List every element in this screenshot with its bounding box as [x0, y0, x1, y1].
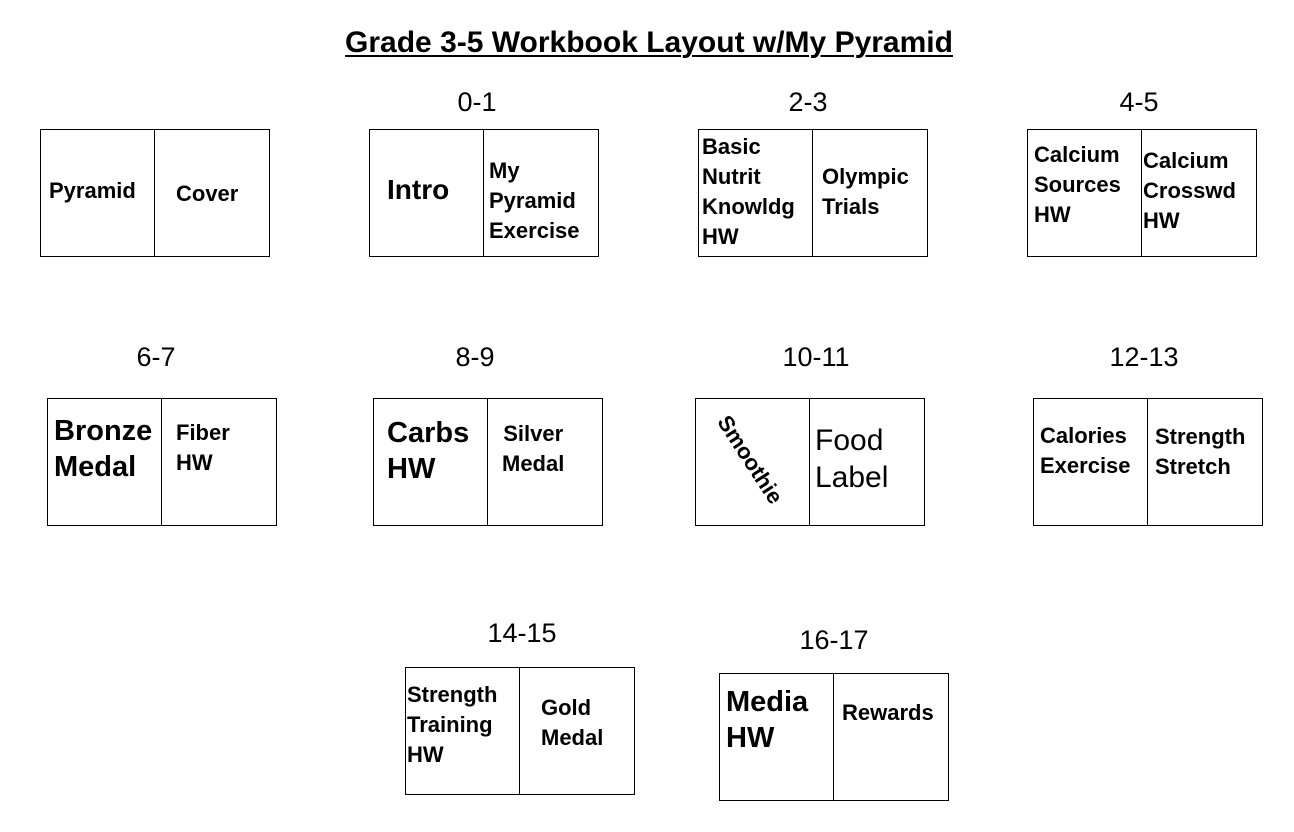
page-right-text: Cover [176, 181, 239, 206]
page-title: Grade 3-5 Workbook Layout w/My Pyramid [345, 26, 953, 59]
spread-label: 0-1 [457, 87, 497, 117]
page-left [374, 399, 488, 525]
page-left-text: Basic Nutrit Knowldg HW [702, 134, 795, 249]
spread-4-5 [1027, 129, 1257, 257]
spread-label: 4-5 [1119, 87, 1159, 117]
spread-label: 12-13 [1109, 342, 1179, 372]
spread-6-7 [47, 398, 277, 526]
page-right-text: Food Label [815, 424, 889, 494]
spread-cover [40, 129, 270, 257]
spread-16-17 [719, 673, 949, 801]
page-left-text: Carbs HW [387, 417, 470, 486]
page-left-text: Calories Exercise [1040, 423, 1131, 478]
page-left-text: Media HW [726, 686, 809, 755]
page-left [1028, 130, 1142, 256]
spread-label: 6-7 [136, 342, 176, 372]
spread-label: 8-9 [455, 342, 495, 372]
page-right-text: Calcium Crosswd HW [1143, 148, 1236, 233]
page-left [406, 668, 520, 794]
page-left-text: Strength Training HW [407, 682, 498, 767]
page-left [720, 674, 834, 800]
page-right [162, 399, 276, 525]
page-right-text: Silver Medal [502, 421, 565, 476]
page-right [488, 399, 602, 525]
page-left-text: Intro [387, 174, 450, 205]
spread-8-9 [373, 398, 603, 526]
page-left [370, 130, 484, 256]
spread-label: 10-11 [782, 342, 850, 372]
page-left-text: Bronze Medal [54, 415, 153, 484]
spread-14-15 [405, 667, 635, 795]
page-right-text: Strength Stretch [1155, 424, 1246, 479]
page-right-text: Olympic Trials [822, 164, 909, 219]
page-left-text: Smoothie [712, 410, 789, 509]
page-right [810, 399, 924, 525]
page-left [1034, 399, 1148, 525]
page-right [520, 668, 634, 794]
spread-0-1 [369, 129, 599, 257]
page-left [699, 130, 813, 256]
page-right-text: Rewards [842, 700, 934, 725]
page-right [813, 130, 927, 256]
page-right-text: Fiber HW [176, 420, 230, 475]
page-left-text: Pyramid [49, 178, 136, 203]
page-right [1148, 399, 1262, 525]
page-right-text: Gold Medal [541, 695, 604, 750]
spread-12-13 [1033, 398, 1263, 526]
spread-label: 16-17 [799, 625, 869, 655]
page-right-text: My Pyramid Exercise [489, 158, 580, 243]
page-left-text: Calcium Sources HW [1034, 142, 1121, 227]
page-right [155, 130, 269, 256]
page-left [696, 399, 810, 525]
page-right [834, 674, 948, 800]
page-right [484, 130, 598, 256]
spread-label: 2-3 [788, 87, 828, 117]
spread-label: 14-15 [487, 618, 557, 648]
spread-10-11 [695, 398, 925, 526]
spread-2-3 [698, 129, 928, 257]
page-right [1142, 130, 1256, 256]
page-left [48, 399, 162, 525]
page-left [41, 130, 155, 256]
